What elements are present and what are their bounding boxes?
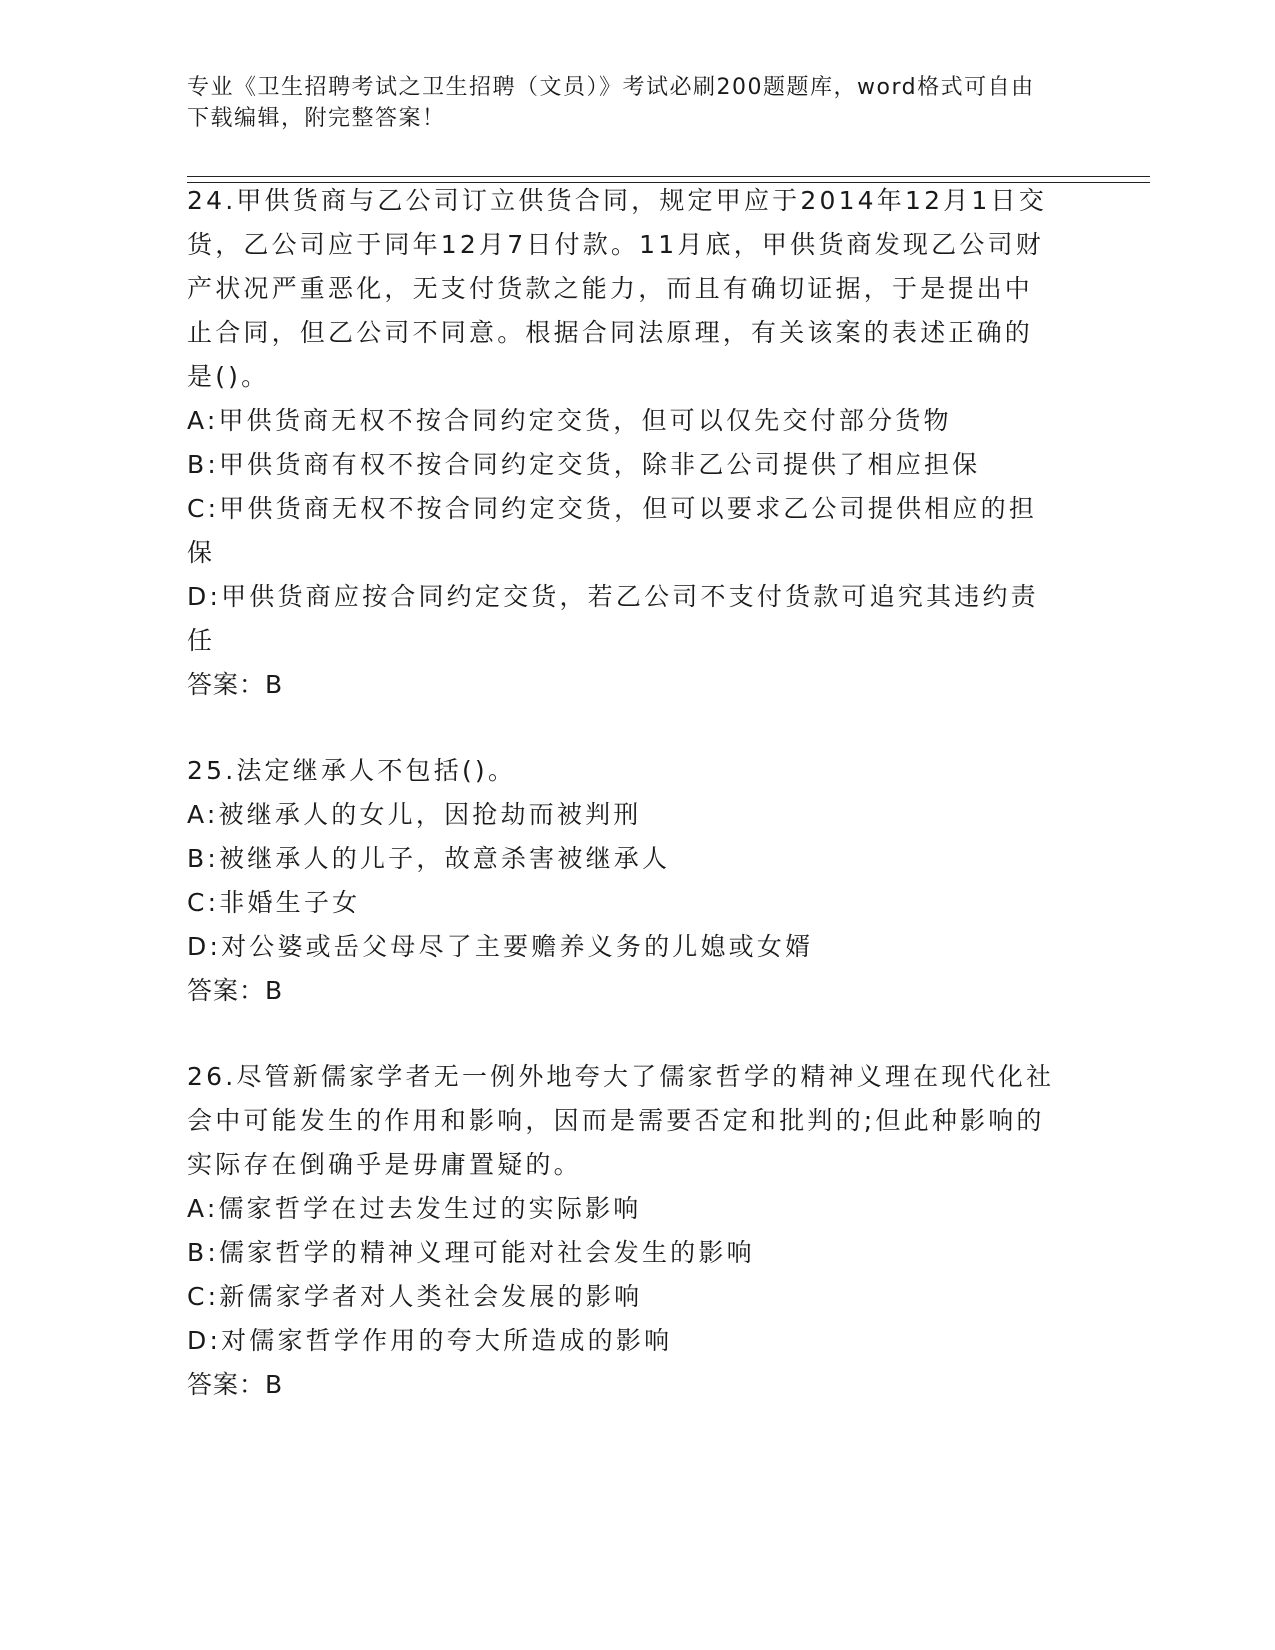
document-header: 专业《卫生招聘考试之卫生招聘（文员）》考试必刷200题题库，word格式可自由下载编辑，附完整答案！ (187, 75, 1035, 131)
option-a: A:儒家哲学在过去发生过的实际影响 (187, 1194, 642, 1223)
option-d: D:对公婆或岳父母尽了主要赡养义务的儿媳或女婿 (187, 932, 814, 961)
option-c-continued: 保 (187, 538, 216, 567)
question-stem-line: 实际存在倒确乎是毋庸置疑的。 (187, 1150, 582, 1179)
option-c: C:新儒家学者对人类社会发展的影响 (187, 1282, 643, 1311)
option-d: D:对儒家哲学作用的夸大所造成的影响 (187, 1326, 673, 1355)
option-c: C:非婚生子女 (187, 888, 361, 917)
option-b: B:甲供货商有权不按合同约定交货，除非乙公司提供了相应担保 (187, 450, 981, 479)
answer-label: 答案：B (187, 976, 284, 1005)
question-stem-line: 24.甲供货商与乙公司订立供货合同，规定甲应于2014年12月1日交 (187, 186, 1047, 215)
option-d: D:甲供货商应按合同约定交货，若乙公司不支付货款可追究其违约责 (187, 582, 1039, 611)
option-c: C:甲供货商无权不按合同约定交货，但可以要求乙公司提供相应的担 (187, 494, 1038, 523)
question-stem-line: 会中可能发生的作用和影响，因而是需要否定和批判的;但此种影响的 (187, 1106, 1045, 1135)
question-stem-line: 货，乙公司应于同年12月7日付款。11月底，甲供货商发现乙公司财 (187, 230, 1044, 259)
question-stem-line: 止合同，但乙公司不同意。根据合同法原理，有关该案的表述正确的 (187, 318, 1034, 347)
option-b: B:被继承人的儿子，故意杀害被继承人 (187, 844, 671, 873)
question-stem-line: 25.法定继承人不包括()。 (187, 756, 517, 785)
question-stem-line: 是()。 (187, 362, 270, 391)
answer-label: 答案：B (187, 1370, 284, 1399)
question-stem-line: 产状况严重恶化，无支付货款之能力，而且有确切证据，于是提出中 (187, 274, 1034, 303)
answer-label: 答案：B (187, 670, 284, 699)
option-a: A:被继承人的女儿，因抢劫而被判刑 (187, 800, 642, 829)
header-divider-top (187, 176, 1150, 177)
option-a: A:甲供货商无权不按合同约定交货，但可以仅先交付部分货物 (187, 406, 952, 435)
header-divider-bottom (187, 182, 1150, 183)
option-d-continued: 任 (187, 626, 216, 655)
question-stem-line: 26.尽管新儒家学者无一例外地夸大了儒家哲学的精神义理在现代化社 (187, 1062, 1055, 1091)
option-b: B:儒家哲学的精神义理可能对社会发生的影响 (187, 1238, 755, 1267)
